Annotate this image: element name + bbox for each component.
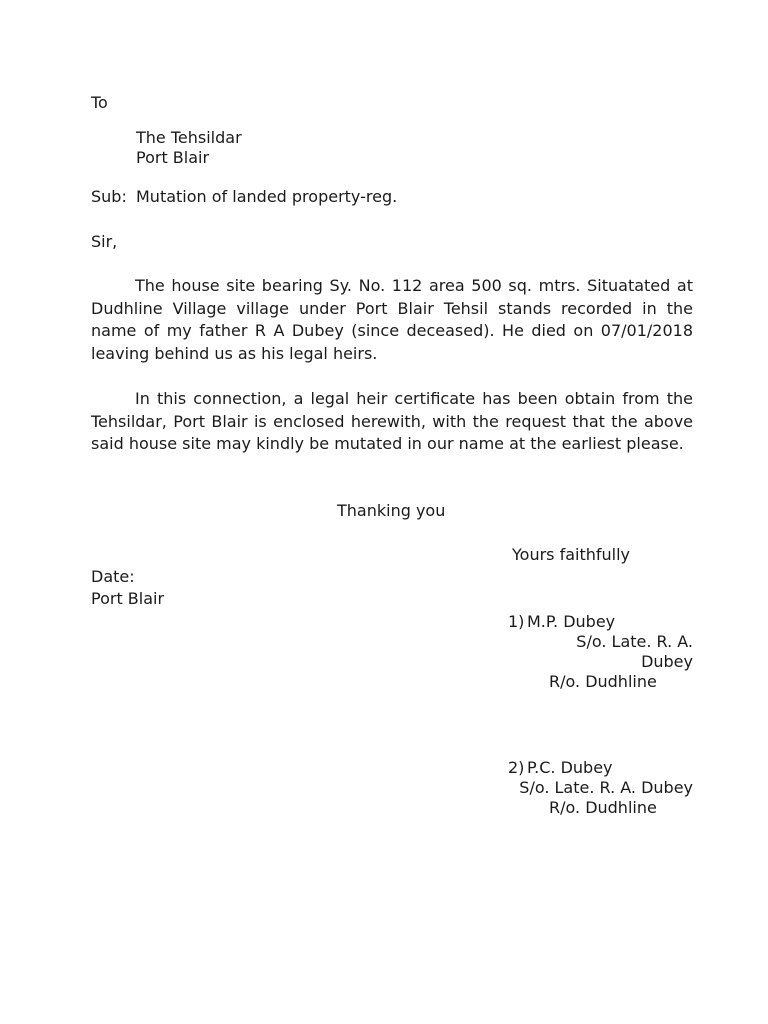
signatory-number: 2) [508,758,525,777]
date-label: Date: [91,567,135,586]
body-paragraph-1: The house site bearing Sy. No. 112 area 500 sq. mtrs. Situatated at Dudhline Village village under Port Blair Tehsil stands recorded in the name of my father R A Dubey (since deceased). He died on 07/01/2018 leaving behind us as his legal heirs. [91,276,693,363]
signatory-number: 1) [508,612,525,631]
subject-text: Mutation of landed property-reg. [136,187,398,206]
recipient-title: The Tehsildar [136,128,242,147]
signatory-name: P.C. Dubey [527,758,613,777]
place-line: Port Blair [91,589,165,608]
signatory-relation: S/o. Late. R. A. [576,632,693,651]
thanks-line: Thanking you [337,501,446,520]
signatory-name: M.P. Dubey [527,612,616,631]
signatory-relation: S/o. Late. R. A. Dubey [519,778,693,797]
signatory-relation-cont: Dubey [641,652,693,671]
recipient-location: Port Blair [136,148,210,167]
subject-label: Sub: [91,187,127,206]
signatory-residence: R/o. Dudhline [549,672,657,691]
closing-line: Yours faithfully [512,545,631,564]
body-paragraph-2: In this connection, a legal heir certificate has been obtain from the Tehsildar, Port Blair is enclosed herewith, with the request that the above said house site may kindly be mutated in our name at the earliest please. [91,389,693,454]
salutation: Sir, [91,232,118,251]
to-label: To [91,93,108,112]
signatory-residence: R/o. Dudhline [549,798,657,817]
